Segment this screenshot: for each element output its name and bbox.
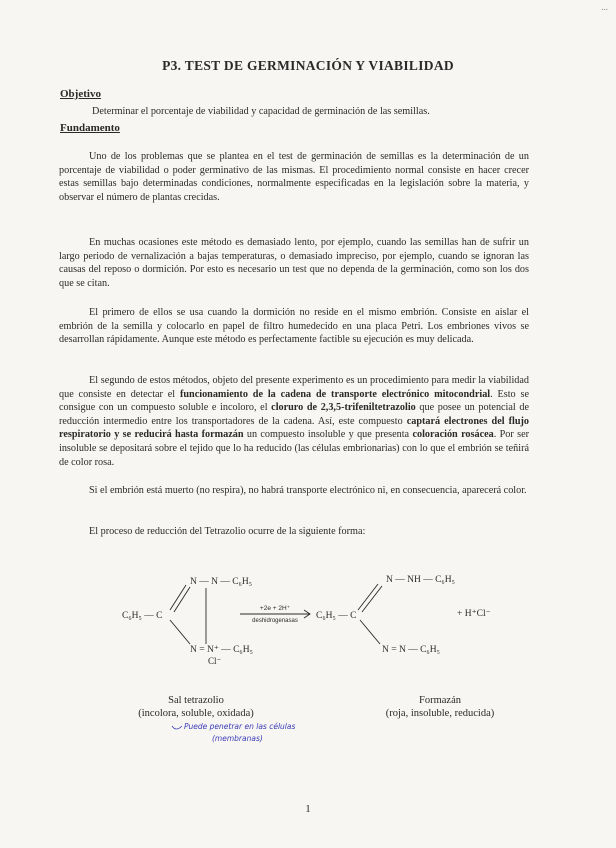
arrow-bottom-label: deshidrogenasas (252, 618, 298, 624)
objetivo-text: Determinar el porcentaje de viabilidad y capacidad de germinación de las semillas. (92, 106, 430, 117)
left-bottom-group: N = N⁺ — C₆H₅ (190, 645, 253, 655)
paragraph-5: Si el embrión está muerto (no respira), no habrá transporte electrónico ni, en consecuencia, aparecerá color. (89, 485, 527, 496)
p4-text-4: un compuesto insoluble y que presenta (243, 429, 413, 441)
p4-bold-4: coloración rosácea (412, 429, 494, 441)
arrow-top-label: +2e + 2H⁺ (259, 605, 291, 612)
hcl-product: + H⁺Cl⁻ (457, 609, 491, 619)
p4-text-5: . Por ser insoluble se depositará sobre el tejido que lo ha reducido (las células embrionarias) con lo que el embrión se teñirá de color rosa. (59, 429, 530, 468)
paragraph-6: El proceso de reducción del Tetrazolio ocurre de la siguiente forma: (89, 526, 366, 537)
p4-bold-2: cloruro de 2,3,5-trifeniltetrazolio (271, 402, 416, 414)
handwritten-note-line-2: (membranas) (212, 734, 263, 743)
p4-text-1: El segundo de estos métodos, objeto del presente experimento es un procedimiento para medir la viabilidad que consiste en detectar el (59, 375, 529, 400)
tetrazolium-properties: (incolora, soluble, oxidada) (138, 708, 254, 719)
page-title: P3. TEST DE GERMINACIÓN Y VIABILIDAD (162, 58, 454, 73)
tetrazolium-label: Sal tetrazolio (168, 695, 224, 706)
left-c-group: C₆H₅ — C (122, 611, 163, 621)
objetivo-heading: Objetivo (60, 88, 101, 100)
p4-bold-3: captará electrones del flujo respiratorio y se reducirá hasta formazán (59, 415, 529, 441)
left-top-group: N — N — C₆H₅ (190, 577, 253, 587)
right-top-group: N — NH — C₆H₅ (386, 575, 455, 585)
paragraph-3: El primero de ellos se usa cuando la dormición no reside en el mismo embrión. Consiste en aislar el embrión de la semilla y colocarlo en papel de filtro humedecido en una placa Petri. Los embriones vivos se desarrollan rápidamente. Aunque este método es perfectamente factible su ejecución es muy delicada. (59, 307, 529, 346)
paragraph-2: En muchas ocasiones este método es demasiado lento, por ejemplo, cuando las semillas han de sufrir un largo periodo de vernalización a bajas temperaturas, o demasiado impreciso, por ejemplo, cuando se ignoran las causas del reposo o dormición. Por esto es necesario un test que no dependa de la germinación, como son los dos que se citan. (59, 237, 529, 289)
right-c-group: C₆H₅ — C (316, 611, 357, 621)
p4-bold-1: funcionamiento de la cadena de transporte electrónico mitocondrial (180, 388, 491, 400)
fundamento-heading: Fundamento (60, 122, 120, 134)
formazan-label: Formazán (419, 695, 461, 706)
handwritten-note-line-1: Puede penetrar en las células (184, 722, 296, 731)
right-bottom-group: N = N — C₆H₅ (382, 645, 440, 655)
page-number: 1 (305, 803, 311, 815)
paragraph-1: Uno de los problemas que se plantea en el test de germinación de semillas es la determinación de un porcentaje de viabilidad o poder germinativo de las mismas. El procedimiento normal consiste en hacer crecer estas semillas bajo determinadas condiciones, normalmente especificadas en la legislación sobre la materia, y observar el número de plantas crecidas. (59, 151, 529, 203)
corner-mark: ... (601, 2, 608, 12)
chloride-ion: Cl⁻ (208, 656, 222, 666)
p4-text-3: que posee un potencial de reducción intermedio entre los transportadores de la cadena. Así, este compuesto (59, 402, 529, 427)
p4-text-2: . Esto se consigue con un compuesto soluble e incoloro, el (59, 388, 529, 414)
formazan-properties: (roja, insoluble, reducida) (385, 708, 495, 719)
